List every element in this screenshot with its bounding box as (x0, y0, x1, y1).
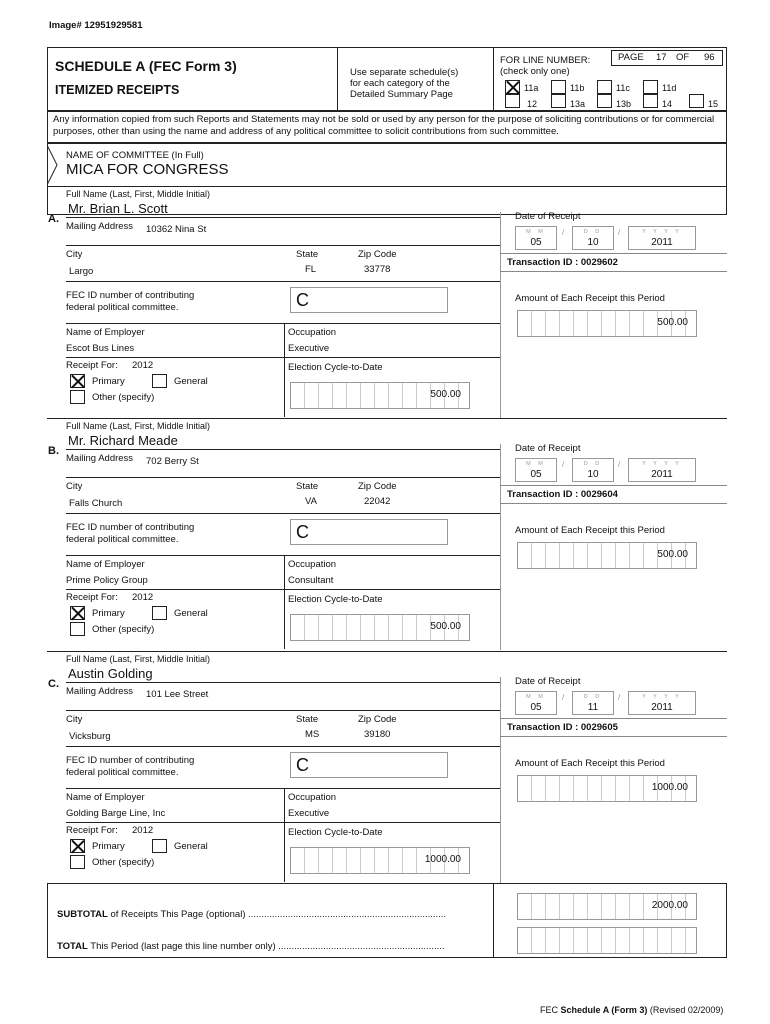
year-box: Y Y Y Y 2011 (628, 226, 696, 250)
general-label: General (174, 841, 208, 852)
page-number: 17 (656, 52, 667, 63)
fec-id-label-2: federal political committee. (66, 302, 179, 313)
amount-label: Amount of Each Receipt this Period (515, 758, 665, 769)
committee-bracket (47, 143, 67, 215)
employer: Prime Policy Group (66, 575, 148, 586)
transaction-id: Transaction ID : 0029602 (507, 257, 618, 268)
checkbox-15[interactable] (689, 94, 704, 108)
state-label: State (296, 714, 319, 725)
fec-id-field[interactable]: C (290, 752, 448, 778)
image-id: Image# 12951929581 (49, 20, 143, 31)
day: 10 (587, 237, 599, 248)
year-box: Y Y Y Y 2011 (628, 458, 696, 482)
label-14: 14 (662, 99, 673, 109)
total-pages: 96 (704, 52, 715, 63)
city: Vicksburg (69, 731, 111, 742)
checkbox-11b[interactable] (551, 80, 566, 94)
year: 2011 (651, 702, 673, 713)
label-11d: 11d (662, 83, 677, 93)
receipt-for-label: Receipt For: (66, 360, 118, 371)
receipt-for-label: Receipt For: (66, 825, 118, 836)
employer-label: Name of Employer (66, 327, 145, 338)
zip: 39180 (364, 729, 391, 740)
date-label: Date of Receipt (515, 676, 581, 687)
label-13b: 13b (616, 99, 632, 109)
entry-letter: C. (48, 678, 59, 690)
amount-label: Amount of Each Receipt this Period (515, 293, 665, 304)
itemized-receipts-title: ITEMIZED RECEIPTS (55, 83, 180, 97)
zip-label: Zip Code (358, 714, 397, 725)
other-checkbox[interactable] (70, 622, 85, 636)
fec-id-label-1: FEC ID number of contributing (66, 290, 195, 301)
month: 05 (530, 237, 542, 248)
day: 11 (587, 702, 599, 713)
general-label: General (174, 608, 208, 619)
general-checkbox[interactable] (152, 606, 167, 620)
day-box: D D 10 (572, 226, 614, 250)
occupation-label: Occupation (288, 559, 337, 570)
other-checkbox[interactable] (70, 855, 85, 869)
full-name-label: Full Name (Last, First, Middle Initial) (66, 654, 211, 664)
subtotal-value-box (517, 893, 697, 920)
label-13a: 13a (570, 99, 586, 109)
other-label: Other (specify) (92, 624, 155, 635)
day-box: D D 11 (572, 691, 614, 715)
state: VA (305, 496, 317, 507)
other-label: Other (specify) (92, 857, 155, 868)
city-label: City (66, 481, 83, 492)
state-label: State (296, 249, 319, 260)
amount-box (517, 542, 697, 569)
cycle-to-date-value: 500.00 (430, 621, 461, 632)
employer-label: Name of Employer (66, 792, 145, 803)
amount-value: 500.00 (657, 549, 688, 560)
transaction-id: Transaction ID : 0029605 (507, 722, 618, 733)
page-label: PAGE (618, 52, 644, 63)
fec-id-label-2: federal political committee. (66, 767, 179, 778)
primary-label: Primary (92, 376, 125, 387)
label-11c: 11c (616, 83, 630, 93)
primary-label: Primary (92, 841, 125, 852)
subtotal-label: SUBTOTAL of Receipts This Page (optional) ........................................................................... (57, 909, 447, 920)
year: 2011 (651, 237, 673, 248)
checkbox-12[interactable] (505, 94, 520, 108)
occupation-label: Occupation (288, 792, 337, 803)
general-label: General (174, 376, 208, 387)
cycle-to-date-value: 500.00 (430, 389, 461, 400)
year-box: Y Y Y Y 2011 (628, 691, 696, 715)
amount-value: 1000.00 (651, 782, 688, 793)
employer: Golding Barge Line, Inc (66, 808, 166, 819)
cycle-label: Election Cycle-to-Date (288, 827, 383, 838)
city-label: City (66, 249, 83, 260)
footer: FEC Schedule A (Form 3) (Revised 02/2009) (540, 1005, 724, 1015)
mailing-address-label: Mailing Address (66, 453, 134, 464)
contributor-name: Austin Golding (68, 666, 153, 681)
committee-label: NAME OF COMMITTEE (In Full) (66, 150, 204, 161)
subtotal-value: 2000.00 (651, 900, 688, 911)
fec-id-label-2: federal political committee. (66, 534, 179, 545)
total-label: TOTAL This Period (last page this line number only) ............................................................... (57, 941, 445, 952)
date-label: Date of Receipt (515, 211, 581, 222)
fec-id-label-1: FEC ID number of contributing (66, 755, 195, 766)
check-only-one: (check only one) (500, 66, 570, 77)
month: 05 (530, 469, 542, 480)
occupation: Executive (288, 808, 330, 819)
full-name-label: Full Name (Last, First, Middle Initial) (66, 189, 211, 199)
general-checkbox[interactable] (152, 839, 167, 853)
month-box: M M 05 (515, 691, 557, 715)
occupation: Executive (288, 343, 330, 354)
label-15: 15 (708, 99, 719, 109)
mailing-address: 702 Berry St (146, 456, 199, 467)
cycle-label: Election Cycle-to-Date (288, 594, 383, 605)
amount-label: Amount of Each Receipt this Period (515, 525, 665, 536)
receipt-for-label: Receipt For: (66, 592, 118, 603)
total-value-box (517, 927, 697, 954)
receipt-year: 2012 (132, 592, 154, 603)
state: MS (305, 729, 320, 740)
transaction-id: Transaction ID : 0029604 (507, 489, 618, 500)
amount-box (517, 775, 697, 802)
month-box: M M 05 (515, 458, 557, 482)
year: 2011 (651, 469, 673, 480)
label-11b: 11b (570, 83, 585, 93)
zip-label: Zip Code (358, 481, 397, 492)
primary-checkbox[interactable] (70, 606, 85, 620)
fec-id-field[interactable]: C (290, 287, 448, 313)
primary-checkbox[interactable] (70, 839, 85, 853)
primary-checkbox[interactable] (70, 374, 85, 388)
checkbox-13b[interactable] (597, 94, 612, 108)
cycle-to-date-box (290, 614, 470, 641)
state-label: State (296, 481, 319, 492)
cycle-to-date-value: 1000.00 (424, 854, 461, 865)
city: Largo (69, 266, 94, 277)
day-box: D D 10 (572, 458, 614, 482)
entry-letter: B. (48, 445, 59, 457)
mailing-address-label: Mailing Address (66, 221, 134, 232)
occupation: Consultant (288, 575, 334, 586)
employer: Escot Bus Lines (66, 343, 135, 354)
checkbox-13a[interactable] (551, 94, 566, 108)
zip: 33778 (364, 264, 391, 275)
contributor-name: Mr. Richard Meade (68, 433, 178, 448)
mailing-address: 10362 Nina St (146, 224, 207, 235)
cycle-to-date-box (290, 847, 470, 874)
checkbox-11d[interactable] (643, 80, 658, 94)
other-label: Other (specify) (92, 392, 155, 403)
general-checkbox[interactable] (152, 374, 167, 388)
fec-id-field[interactable]: C (290, 519, 448, 545)
mailing-address-label: Mailing Address (66, 686, 134, 697)
contributor-name: Mr. Brian L. Scott (68, 201, 168, 216)
schedule-title: SCHEDULE A (FEC Form 3) (55, 58, 237, 74)
committee-name: MICA FOR CONGRESS (66, 161, 229, 178)
separate-schedules-note: Use separate schedule(s) for each category of the Detailed Summary Page (350, 67, 459, 100)
cycle-to-date-box (290, 382, 470, 409)
of-label: OF (676, 52, 690, 63)
occupation-label: Occupation (288, 327, 337, 338)
amount-value: 500.00 (657, 317, 688, 328)
zip-label: Zip Code (358, 249, 397, 260)
receipt-year: 2012 (132, 360, 154, 371)
other-checkbox[interactable] (70, 390, 85, 404)
state: FL (305, 264, 317, 275)
fec-id-label-1: FEC ID number of contributing (66, 522, 195, 533)
mailing-address: 101 Lee Street (146, 689, 209, 700)
label-11a: 11a (524, 83, 539, 93)
month-box: M M 05 (515, 226, 557, 250)
employer-label: Name of Employer (66, 559, 145, 570)
entry-letter: A. (48, 213, 59, 225)
full-name-label: Full Name (Last, First, Middle Initial) (66, 421, 211, 431)
date-label: Date of Receipt (515, 443, 581, 454)
zip: 22042 (364, 496, 391, 507)
day: 10 (587, 469, 599, 480)
checkbox-14[interactable] (643, 94, 658, 108)
cycle-label: Election Cycle-to-Date (288, 362, 383, 373)
city: Falls Church (69, 498, 123, 509)
month: 05 (530, 702, 542, 713)
primary-label: Primary (92, 608, 125, 619)
receipt-year: 2012 (132, 825, 154, 836)
amount-box (517, 310, 697, 337)
checkbox-11a[interactable] (505, 80, 520, 94)
label-12: 12 (527, 99, 538, 109)
notice-text: Any information copied from such Reports and Statements may not be sold or used by any person for the purpose of soliciting contributions or for commercial purposes, other than using the name and address of any political committee to solicit contributions from such committee. (53, 114, 715, 137)
city-label: City (66, 714, 83, 725)
checkbox-11c[interactable] (597, 80, 612, 94)
line-number-label: FOR LINE NUMBER: (500, 55, 591, 66)
